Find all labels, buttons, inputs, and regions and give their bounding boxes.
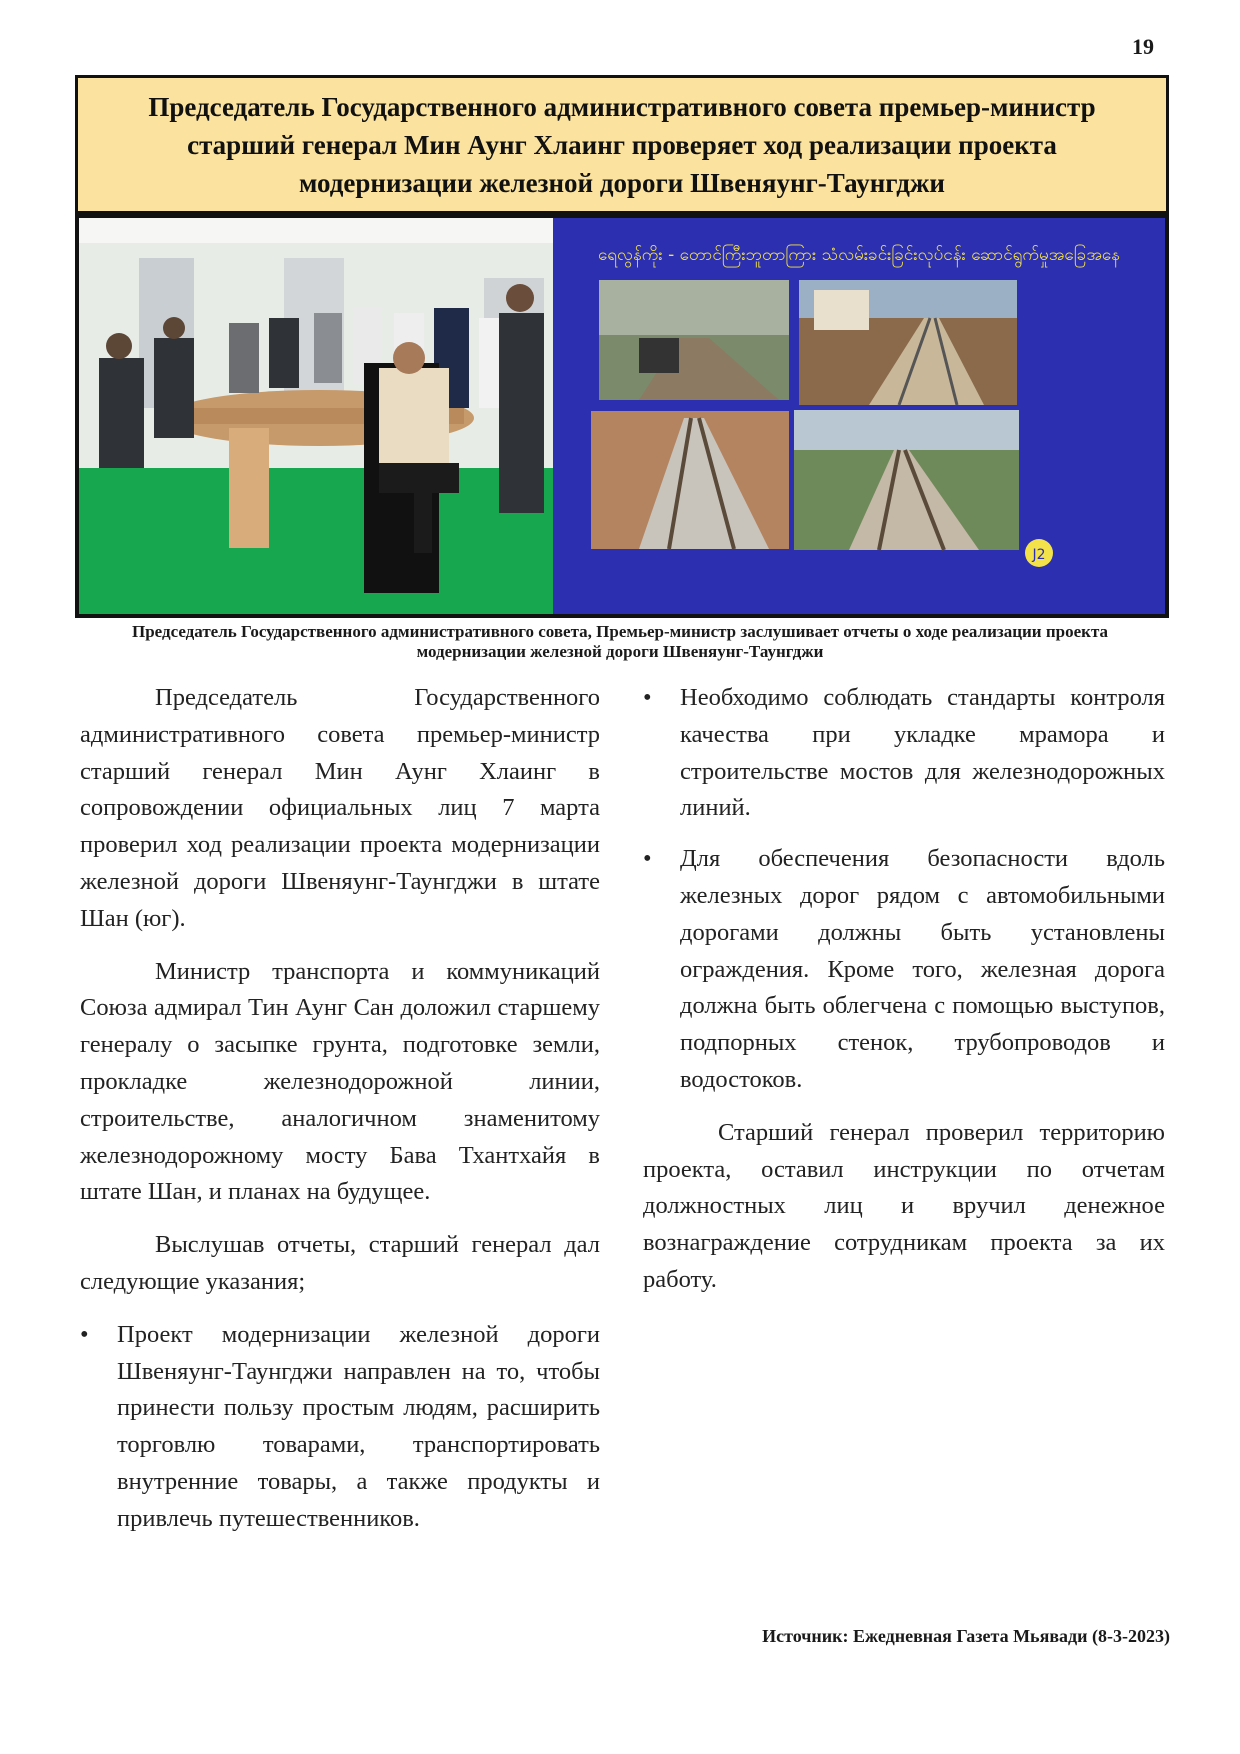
slide-photo-1 [599, 280, 789, 400]
list-item-text: Необходимо соблюдать стандарты контроля качества при укладке мрамора и строительстве мостов для железнодорожных линий. [680, 684, 1165, 822]
slide-page-number: J2 [1032, 547, 1046, 563]
instruction-list [643, 680, 1165, 1099]
slide-heading: ရေလွန်ကိုး - တောင်ကြီးဘူတာကြား သံလမ်းခင်းခြင်းလုပ်ငန်း ဆောင်ရွက်မှုအခြေအနေ [598, 245, 1120, 265]
article-title: Председатель Государственного административного совета премьер-министр старший генерал Мин Аунг Хлаинг проверяет ход реализации проекта модернизации железной дороги Швеняунг-Таунгджи [148, 91, 1096, 198]
bullet-icon: • [80, 1320, 89, 1348]
bullet-icon: • [643, 845, 652, 873]
slide-photo-4 [794, 410, 1019, 550]
page-number: 19 [1132, 34, 1154, 59]
paragraph: Председатель Государственного административного совета премьер-министр старший генерал Мин Аунг Хлаинг в сопровождении официальных лиц 7 марта проверил ход реализации проекта модернизации железной дороги Швеняунг-Таунгджи в штате Шан (юг). [80, 684, 600, 932]
article-title-box [75, 75, 1169, 214]
list-item [80, 1317, 600, 1538]
right-column [643, 680, 1165, 1315]
paragraph: Старший генерал проверил территорию проекта, оставил инструкции по отчетам должностных лиц и вручил денежное вознаграждение сотрудникам проекта за их работу. [643, 1118, 1165, 1293]
list-item [643, 841, 1165, 1099]
meeting-room-photo [79, 218, 607, 614]
left-column [80, 680, 600, 1554]
bullet-icon: • [643, 684, 652, 711]
photo-caption: Председатель Государственного административного совета, Премьер-министр заслушивает отчеты о ходе реализации проекта модернизации железной дороги Швеняунг-Таунгджи [132, 622, 1108, 661]
instruction-list [80, 1317, 600, 1538]
paragraph: Министр транспорта и коммуникаций Союза адмирал Тин Аунг Сан доложил старшему генералу о засыпке грунта, подготовке земли, прокладке железнодорожной линии, строительстве, аналогичном знаменитому железнодорожному мосту Бава Тхантхайя в штате Шан, и планах на будущее. [80, 957, 600, 1206]
slide-photo-3 [591, 411, 789, 549]
presentation-slide [553, 218, 1165, 614]
list-item-text: Для обеспечения безопасности вдоль железных дорог рядом с автомобильными дорогами должны быть установлены ограждения. Кроме того, железная дорога должна быть облегчена с помощью выступов, подпорных стенок, трубопроводов и водостоков. [680, 845, 1165, 1093]
source-citation: Источник: Ежедневная Газета Мьявади (8-3-2023) [762, 1626, 1170, 1646]
list-item-text: Проект модернизации железной дороги Швеняунг-Таунгджи направлен на то, чтобы принести пользу простым людям, расширить торговлю товарами, транспортировать внутренние товары, а также продукты и привлечь путешественников. [117, 1320, 600, 1532]
slide-photo-2 [799, 280, 1017, 405]
article-photo [75, 214, 1169, 618]
paragraph: Выслушав отчеты, старший генерал дал следующие указания; [80, 1231, 600, 1295]
list-item [643, 680, 1165, 827]
